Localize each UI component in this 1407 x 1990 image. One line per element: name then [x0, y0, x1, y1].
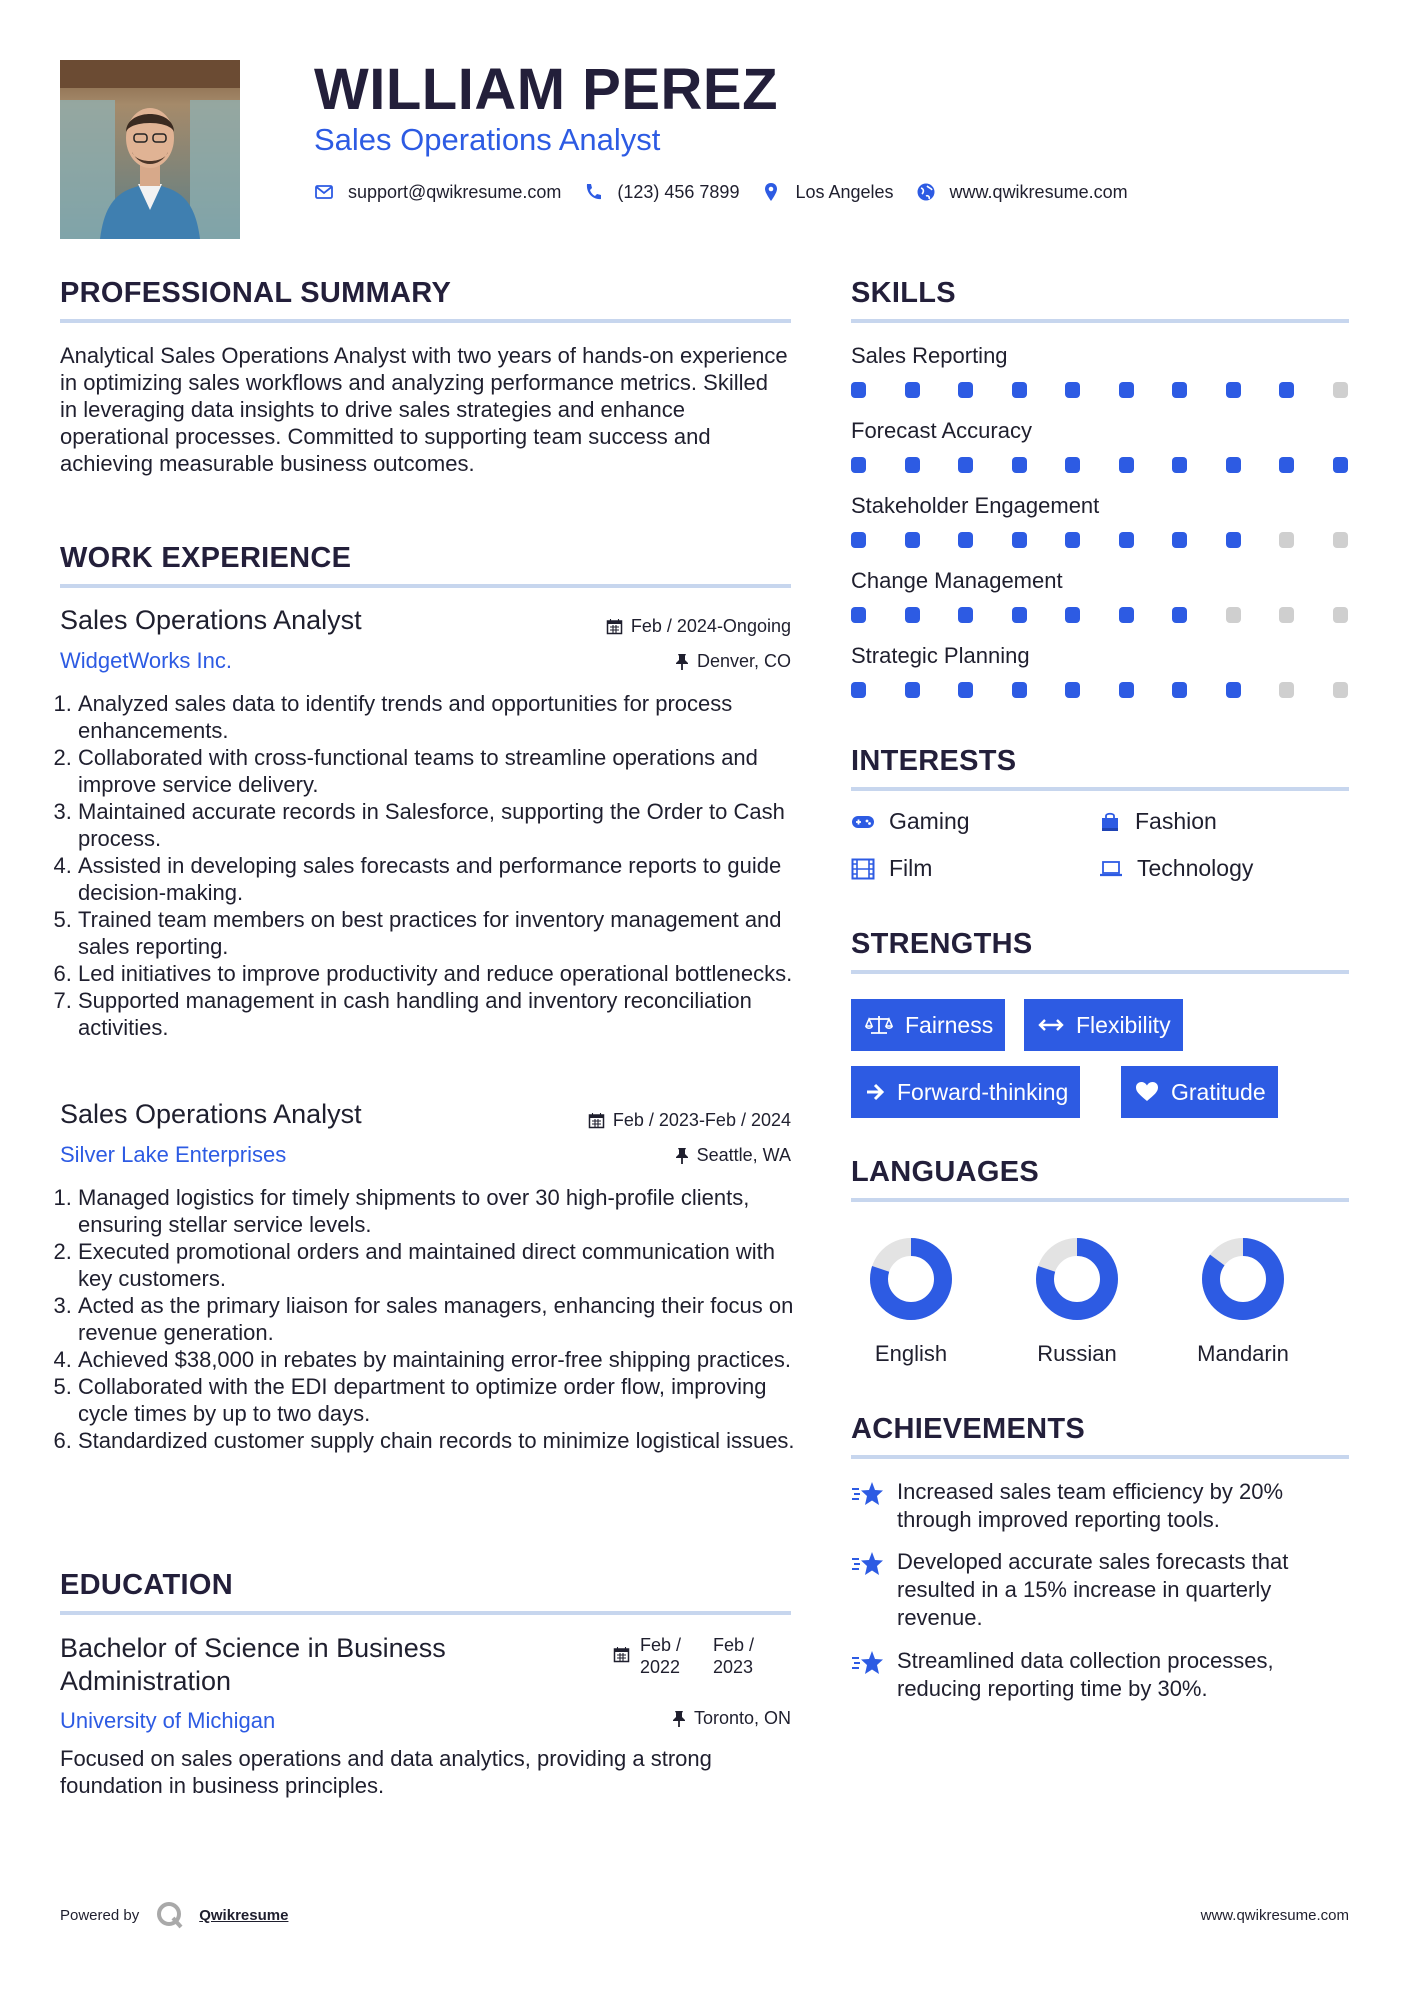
job-bullet: 7. Supported management in cash handling and inventory reconciliation activities.: [78, 987, 795, 1041]
skill-dot: [1172, 682, 1187, 698]
skill-dot: [958, 607, 973, 623]
skill-dot: [1119, 532, 1134, 548]
education-start-year: 2022: [640, 1657, 681, 1677]
languages-divider: [851, 1198, 1349, 1202]
skill-dot: [905, 607, 920, 623]
strength-label: Flexibility: [1076, 1011, 1171, 1038]
job-title: Sales Operations Analyst: [60, 605, 362, 635]
job-bullet: 6. Led initiatives to improve productivity and reduce operational bottlenecks.: [78, 960, 795, 987]
strength-tag: [1121, 1066, 1278, 1118]
pushpin-icon: [675, 653, 689, 671]
strengths-divider: [851, 970, 1349, 974]
profile-photo: [60, 60, 240, 239]
education-location: [672, 1708, 791, 1729]
job-bullet: 3. Acted as the primary liaison for sales managers, enhancing their focus on revenue generation.: [78, 1292, 795, 1346]
contact-website[interactable]: www.qwikresume.com: [949, 181, 1128, 202]
skill-rating: [851, 457, 1349, 473]
job-bullet: 5. Collaborated with the EDI department to optimize order flow, improving cycle times by up to two days.: [78, 1373, 795, 1427]
skill-dot: [905, 682, 920, 698]
experience-divider: [60, 584, 791, 588]
skill-dot: [1065, 457, 1080, 473]
job-bullet: 4. Achieved $38,000 in rebates by maintaining error-free shipping practices.: [78, 1346, 795, 1373]
job-bullet: 1. Managed logistics for timely shipments to over 30 high-profile clients, ensuring stellar service levels.: [78, 1184, 795, 1238]
skill-rating: [851, 682, 1349, 698]
education-description: Focused on sales operations and data analytics, providing a strong foundation in business principles.: [60, 1746, 712, 1798]
language-donut: [868, 1236, 954, 1322]
skill-dot: [851, 682, 866, 698]
skill-name: Stakeholder Engagement: [851, 493, 1100, 518]
star-achievement-icon: [851, 1550, 885, 1578]
interests-heading: INTERESTS: [851, 745, 1017, 777]
job-company: Silver Lake Enterprises: [60, 1142, 287, 1167]
skill-rating: [851, 532, 1349, 548]
skill-dot: [958, 457, 973, 473]
contact-location: Los Angeles: [795, 181, 894, 202]
calendar-icon: [613, 1646, 630, 1663]
job-dates: [606, 616, 791, 637]
skill-dot: [1279, 682, 1294, 698]
envelope-icon: [314, 182, 334, 202]
skill-dot: [1012, 607, 1027, 623]
strength-label: Fairness: [905, 1011, 994, 1038]
skill-dot: [1119, 457, 1134, 473]
achievement-text: Streamlined data collection processes, reducing reporting time by 30%.: [897, 1648, 1274, 1701]
pushpin-icon: [672, 1710, 686, 1728]
candidate-name: WILLIAM PEREZ: [314, 57, 779, 122]
job-bullets: [60, 690, 795, 1041]
laptop-icon: [1099, 860, 1123, 878]
language-donut: [1200, 1236, 1286, 1322]
strength-tag: [851, 1066, 1080, 1118]
skill-name: Strategic Planning: [851, 643, 1030, 668]
skill-dot: [1226, 457, 1241, 473]
job-bullets: [60, 1184, 795, 1454]
skills-heading: SKILLS: [851, 277, 956, 309]
achievements-divider: [851, 1455, 1349, 1459]
skill-dot: [1333, 532, 1348, 548]
skill-dot: [1333, 682, 1348, 698]
star-achievement-icon: [851, 1649, 885, 1677]
skill-dot: [1119, 382, 1134, 398]
education-location-text: Toronto, ON: [693, 1708, 791, 1728]
strength-label: Gratitude: [1171, 1078, 1266, 1105]
interest-item: [1099, 808, 1217, 835]
job-bullet: 2. Executed promotional orders and maintained direct communication with key customers.: [78, 1238, 795, 1292]
degree-title-line2: Administration: [60, 1666, 232, 1696]
skill-dot: [905, 382, 920, 398]
film-icon: [851, 858, 875, 880]
skill-dot: [905, 532, 920, 548]
interest-item: [851, 855, 932, 882]
education-end-year: 2023: [713, 1657, 754, 1677]
interest-label: Film: [889, 855, 933, 881]
achievement-text: Developed accurate sales forecasts that resulted in a 15% increase in quarterly revenue.: [897, 1549, 1289, 1630]
education-divider: [60, 1611, 791, 1615]
skill-dot: [851, 382, 866, 398]
skills-divider: [851, 319, 1349, 323]
job-bullet: 4. Assisted in developing sales forecasts and performance reports to guide decision-making.: [78, 852, 795, 906]
job-location-text: Denver, CO: [696, 651, 791, 671]
education-end-date: [713, 1634, 754, 1678]
interest-item: [851, 808, 970, 835]
education-calendar: [613, 1646, 630, 1668]
interests-divider: [851, 787, 1349, 791]
skill-dot: [1065, 532, 1080, 548]
globe-icon: [916, 182, 936, 202]
skill-dot: [1333, 607, 1348, 623]
achievement-item: [851, 1478, 1351, 1534]
skill-dot: [1226, 682, 1241, 698]
skill-dot: [905, 457, 920, 473]
skill-dot: [1172, 607, 1187, 623]
job-bullet: 1. Analyzed sales data to identify trends and opportunities for process enhancements.: [78, 690, 795, 744]
heart-icon: [1135, 1081, 1159, 1103]
skill-dot: [1012, 457, 1027, 473]
education-end-month: Feb /: [713, 1635, 755, 1655]
skill-dot: [1279, 457, 1294, 473]
skill-dot: [1172, 457, 1187, 473]
job-bullet: 5. Trained team members on best practices for inventory management and sales reporting.: [78, 906, 795, 960]
achievement-item: [851, 1548, 1351, 1632]
skill-dot: [1065, 382, 1080, 398]
language-name: Mandarin: [1197, 1341, 1289, 1366]
qwikresume-logo-icon: [155, 1900, 185, 1930]
language-donut: [1034, 1236, 1120, 1322]
education-start-month: Feb /: [640, 1635, 682, 1655]
languages-heading: LANGUAGES: [851, 1156, 1039, 1188]
job-bullet: 3. Maintained accurate records in Salesforce, supporting the Order to Cash process.: [78, 798, 795, 852]
powered-by-text: Powered by: [60, 1906, 140, 1924]
skill-dot: [958, 682, 973, 698]
interest-label: Fashion: [1135, 808, 1217, 834]
interest-label: Gaming: [889, 808, 970, 834]
education-start-date: [640, 1634, 681, 1678]
strength-tag: [1024, 999, 1183, 1051]
degree-title-line1: Bachelor of Science in Business: [60, 1633, 446, 1663]
skill-dot: [1065, 682, 1080, 698]
skill-rating: [851, 382, 1349, 398]
skill-dot: [1172, 382, 1187, 398]
job-location-text: Seattle, WA: [696, 1145, 791, 1165]
skill-dot: [1279, 532, 1294, 548]
achievement-text: Increased sales team efficiency by 20% through improved reporting tools.: [897, 1479, 1284, 1532]
skill-name: Change Management: [851, 568, 1063, 593]
summary-heading: PROFESSIONAL SUMMARY: [60, 277, 452, 309]
skill-dot: [958, 382, 973, 398]
school-name: University of Michigan: [60, 1708, 276, 1733]
map-pin-icon: [761, 182, 781, 202]
interest-item: [1099, 855, 1253, 882]
skill-dot: [1226, 607, 1241, 623]
calendar-icon: [588, 1112, 605, 1129]
job-dates-text: Feb / 2024-Ongoing: [630, 616, 791, 636]
footer-brand-link[interactable]: Qwikresume: [199, 1906, 289, 1924]
skill-dot: [851, 607, 866, 623]
skill-dot: [958, 532, 973, 548]
skill-dot: [1226, 532, 1241, 548]
contact-email[interactable]: support@qwikresume.com: [348, 181, 562, 202]
pushpin-icon: [675, 1147, 689, 1165]
summary-text: Analytical Sales Operations Analyst with two years of hands-on experience in optimizing sales workflows and analyzing performance metrics. Skilled in leveraging data insights to drive sales strategies and enhance operational processes. Committed to supporting team success and achieving measurable business outcomes.: [60, 343, 788, 476]
footer-website[interactable]: www.qwikresume.com: [1200, 1907, 1349, 1924]
skill-dot: [1012, 682, 1027, 698]
language-name: Russian: [1037, 1341, 1117, 1366]
job-title: Sales Operations Analyst: [60, 1099, 362, 1129]
skill-dot: [1279, 607, 1294, 623]
skill-dot: [1333, 457, 1348, 473]
job-location: [675, 1145, 791, 1166]
experience-heading: WORK EXPERIENCE: [60, 542, 352, 574]
arrow-right-icon: [865, 1083, 885, 1101]
skill-dot: [1119, 607, 1134, 623]
skill-name: Sales Reporting: [851, 343, 1008, 368]
contact-phone[interactable]: (123) 456 7899: [617, 181, 740, 202]
achievements-heading: ACHIEVEMENTS: [851, 1413, 1086, 1445]
job-bullet: 6. Standardized customer supply chain records to minimize logistical issues.: [78, 1427, 795, 1454]
balance-scale-icon: [865, 1014, 893, 1036]
skill-dot: [1279, 382, 1294, 398]
skill-dot: [1012, 532, 1027, 548]
language-name: English: [874, 1341, 948, 1366]
skill-dot: [1172, 532, 1187, 548]
gamepad-icon: [851, 814, 875, 830]
achievement-item: [851, 1647, 1351, 1703]
interest-label: Technology: [1137, 855, 1254, 881]
skill-rating: [851, 607, 1349, 623]
skill-dot: [1226, 382, 1241, 398]
footer-powered-by: [60, 1900, 288, 1930]
job-company: WidgetWorks Inc.: [60, 648, 232, 673]
contact-bar: [314, 180, 1150, 204]
skill-dot: [1065, 607, 1080, 623]
calendar-icon: [606, 618, 623, 635]
arrows-horizontal-icon: [1038, 1018, 1064, 1032]
skill-dot: [1333, 382, 1348, 398]
summary-divider: [60, 319, 791, 323]
skill-dot: [851, 457, 866, 473]
phone-icon: [583, 182, 603, 202]
strength-tag: [851, 999, 1005, 1051]
skill-name: Forecast Accuracy: [851, 418, 1032, 443]
job-dates-text: Feb / 2023-Feb / 2024: [612, 1110, 791, 1130]
education-heading: EDUCATION: [60, 1569, 233, 1601]
strengths-heading: STRENGTHS: [851, 928, 1033, 960]
star-achievement-icon: [851, 1480, 885, 1508]
skill-dot: [1012, 382, 1027, 398]
skill-dot: [1119, 682, 1134, 698]
shopping-bag-icon: [1099, 811, 1121, 833]
job-bullet: 2. Collaborated with cross-functional teams to streamline operations and improve service delivery.: [78, 744, 795, 798]
job-location: [675, 651, 791, 672]
strength-label: Forward-thinking: [897, 1078, 1069, 1105]
job-dates: [588, 1110, 791, 1131]
skill-dot: [851, 532, 866, 548]
candidate-role: Sales Operations Analyst: [314, 122, 661, 157]
